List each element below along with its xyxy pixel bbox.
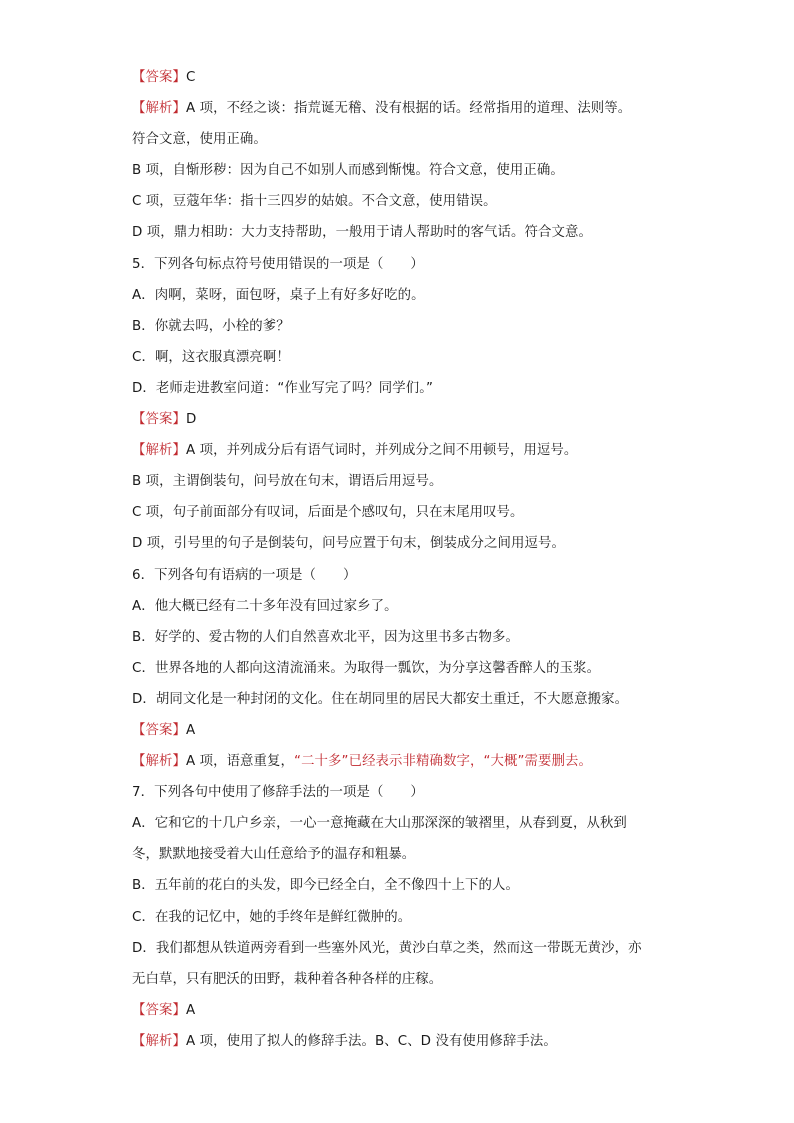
text-line [132,746,672,777]
body-text: 冬，默默地接受着大山任意给予的温存和粗暴。 [132,847,416,863]
body-text: 6．下列各句有语病的一项是（ ） [132,567,357,583]
text-line [132,1026,672,1057]
body-text: C 项，句子前面部分有叹词，后面是个感叹句，只在末尾用叹号。 [132,505,524,521]
text-line [132,466,672,497]
body-text: A．肉啊，菜呀，面包呀，桌子上有好多好吃的。 [132,287,425,303]
text-line [132,560,672,591]
body-text: C．啊，这衣服真漂亮啊！ [132,349,290,365]
text-line [132,62,672,93]
body-text: D 项，鼎力相助：大力支持帮助，一般用于请人帮助时的客气话。符合文意。 [132,225,592,241]
text-line [132,684,672,715]
text-line [132,839,672,870]
text-line [132,435,672,466]
body-text: 7．下列各句中使用了修辞手法的一项是（ ） [132,785,424,801]
text-line [132,808,672,839]
body-text: D 项，引号里的句子是倒装句，问号应置于句末，倒装成分之间用逗号。 [132,536,565,552]
text-line [132,497,672,528]
body-text: B．你就去吗，小栓的爹？ [132,318,290,334]
body-text: C 项，豆蔻年华：指十三四岁的姑娘。不合文意，使用错误。 [132,194,497,210]
body-text: A．他大概已经有二十多年没有回过家乡了。 [132,598,398,614]
highlight-text: 【解析】 [132,443,186,459]
text-line [132,591,672,622]
text-line [132,902,672,933]
text-line [132,964,672,995]
body-text: D．我们都想从铁道两旁看到一些塞外风光，黄沙白草之类，然而这一带既无黄沙，亦 [132,940,642,956]
body-text: D．胡同文化是一种封闭的文化。住在胡同里的居民大都安土重迁，不大愿意搬家。 [132,691,629,707]
highlight-text: 【答案】 [132,1002,186,1018]
body-text: C．在我的记忆中，她的手终年是鲜红微肿的。 [132,909,412,925]
text-line [132,870,672,901]
body-text: B 项，自惭形秽：因为自己不如别人而感到惭愧。符合文意，使用正确。 [132,163,564,179]
text-line [132,995,672,1026]
text-line [132,186,672,217]
highlight-text: 【解析】 [132,754,186,770]
body-text: 无白草，只有肥沃的田野，栽种着各种各样的庄稼。 [132,971,443,987]
body-text: B 项，主谓倒装句，问号放在句末，谓语后用逗号。 [132,474,443,490]
body-text: C．世界各地的人都向这清流涌来。为取得一瓢饮，为分享这馨香醉人的玉浆。 [132,660,601,676]
body-text: A 项，并列成分后有语气词时，并列成分之间不用顿号，用逗号。 [185,443,578,459]
text-line [132,653,672,684]
text-line [132,777,672,808]
body-text: B．五年前的花白的头发，即今已经全白，全不像四十上下的人。 [132,878,520,894]
text-line [132,715,672,746]
text-line [132,933,672,964]
highlight-text: 【解析】 [132,1033,186,1049]
body-text: D [185,412,197,428]
text-line [132,155,672,186]
text-line [132,217,672,248]
text-line [132,342,672,373]
body-text: A 项，不经之谈：指荒诞无稽、没有根据的话。经常指用的道理、法则等。 [185,101,632,117]
highlight-text: 【答案】 [132,722,186,738]
text-line [132,93,672,124]
text-line [132,528,672,559]
body-text: D．老师走进教室问道：“作业写完了吗？同学们。” [132,380,434,396]
body-text: A 项，使用了拟人的修辞手法。B、C、D 没有使用修辞手法。 [185,1033,557,1049]
body-text: C [185,70,196,85]
body-text: A [185,722,196,738]
text-line [132,124,672,155]
text-line [132,249,672,280]
text-line [132,373,672,404]
body-text: A 项，语意重复， [185,754,295,770]
body-text: A．它和它的十几户乡亲，一心一意掩藏在大山那深深的皱褶里，从春到夏，从秋到 [132,816,627,832]
text-line [132,311,672,342]
body-text: B．好学的、爱古物的人们自然喜欢北平，因为这里书多古物多。 [132,629,520,645]
body-text: 5．下列各句标点符号使用错误的一项是（ ） [132,256,424,272]
text-line [132,404,672,435]
document-body [132,62,672,1057]
text-line [132,280,672,311]
body-text: A [185,1002,196,1018]
highlight-text: 【解析】 [132,101,186,117]
highlight-text: 【答案】 [132,70,186,85]
text-line [132,622,672,653]
highlight-text: 【答案】 [132,412,186,428]
body-text: 符合文意，使用正确。 [132,132,267,148]
highlight-text: “二十多”已经表示非精确数字，“大概”需要删去。 [294,754,592,770]
